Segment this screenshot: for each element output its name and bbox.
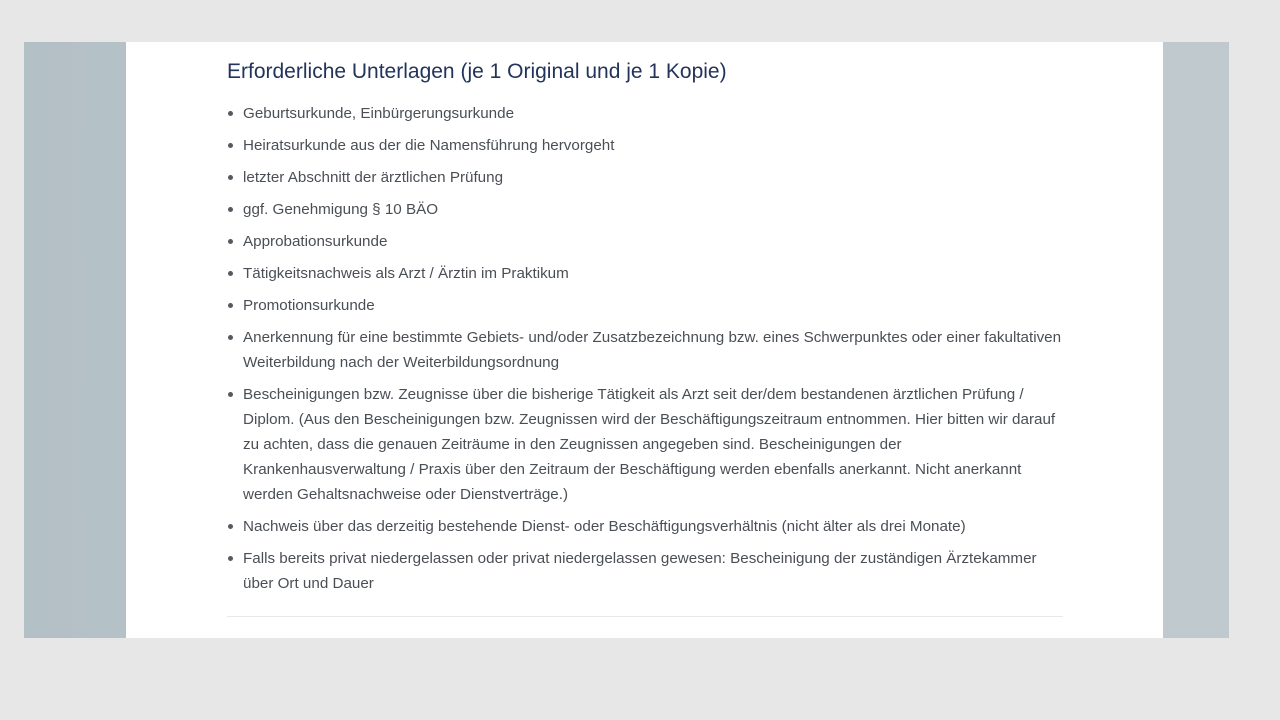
- list-item-text: Bescheinigungen bzw. Zeugnisse über die bisherige Tätigkeit als Arzt seit der/dem bestandenen ärztlichen Prüfung / Diplom. (Aus den Bescheinigungen bzw. Zeugnissen wird der Beschäftigungszeitraum entnommen. Hier bitten wir darauf zu achten, dass die genauen Zeiträume in den Zeugnissen angegeben sind. Bescheinigungen der Krankenhausverwaltung / Praxis über den Zeitraum der Beschäftigung werden ebenfalls anerkannt. Nicht anerkannt werden Gehaltsnachweise oder Dienstverträge.): [243, 386, 1056, 503]
- section-divider: [227, 616, 1063, 617]
- list-item: [227, 229, 1063, 254]
- list-item: [227, 101, 1063, 126]
- bullet-icon: [228, 143, 233, 148]
- list-item-text: Nachweis über das derzeitig bestehende Dienst- oder Beschäftigungsverhältnis (nicht älter als drei Monate): [243, 518, 966, 535]
- list-item: [227, 133, 1063, 158]
- list-item-text: Approbationsurkunde: [243, 233, 388, 250]
- bullet-icon: [228, 111, 233, 116]
- list-item-text: letzter Abschnitt der ärztlichen Prüfung: [243, 169, 504, 186]
- browser-viewport: [24, 42, 1229, 638]
- list-item-text: ggf. Genehmigung § 10 BÄO: [243, 201, 439, 218]
- bullet-icon: [228, 271, 233, 276]
- bullet-icon: [228, 524, 233, 529]
- list-item: [227, 325, 1063, 375]
- list-item-text: Heiratsurkunde aus der die Namensführung hervorgeht: [243, 137, 615, 154]
- list-item: [227, 165, 1063, 190]
- section-title: Erforderliche Unterlagen (je 1 Original und je 1 Kopie): [227, 60, 727, 83]
- bullet-icon: [228, 207, 233, 212]
- list-item: [227, 261, 1063, 286]
- list-item: [227, 293, 1063, 318]
- bullet-icon: [228, 239, 233, 244]
- list-item-text: Tätigkeitsnachweis als Arzt / Ärztin im Praktikum: [243, 265, 569, 282]
- bullet-icon: [228, 303, 233, 308]
- bullet-icon: [228, 335, 233, 340]
- list-item: [227, 514, 1063, 539]
- bullet-icon: [228, 392, 233, 397]
- list-item: [227, 382, 1063, 507]
- list-item: [227, 546, 1063, 596]
- bullet-icon: [228, 556, 233, 561]
- list-item-text: Falls bereits privat niedergelassen oder privat niedergelassen gewesen: Bescheinigung der zuständigen Ärztekammer über Ort und Dauer: [243, 550, 1037, 592]
- required-documents-list: [227, 101, 1063, 603]
- list-item-text: Anerkennung für eine bestimmte Gebiets- und/oder Zusatzbezeichnung bzw. eines Schwerpunktes oder einer fakultativen Weiterbildung nach der Weiterbildungsordnung: [243, 329, 1062, 371]
- bullet-icon: [228, 175, 233, 180]
- list-item-text: Geburtsurkunde, Einbürgerungsurkunde: [243, 105, 515, 122]
- list-item: [227, 197, 1063, 222]
- content-card: [126, 42, 1163, 638]
- list-item-text: Promotionsurkunde: [243, 297, 375, 314]
